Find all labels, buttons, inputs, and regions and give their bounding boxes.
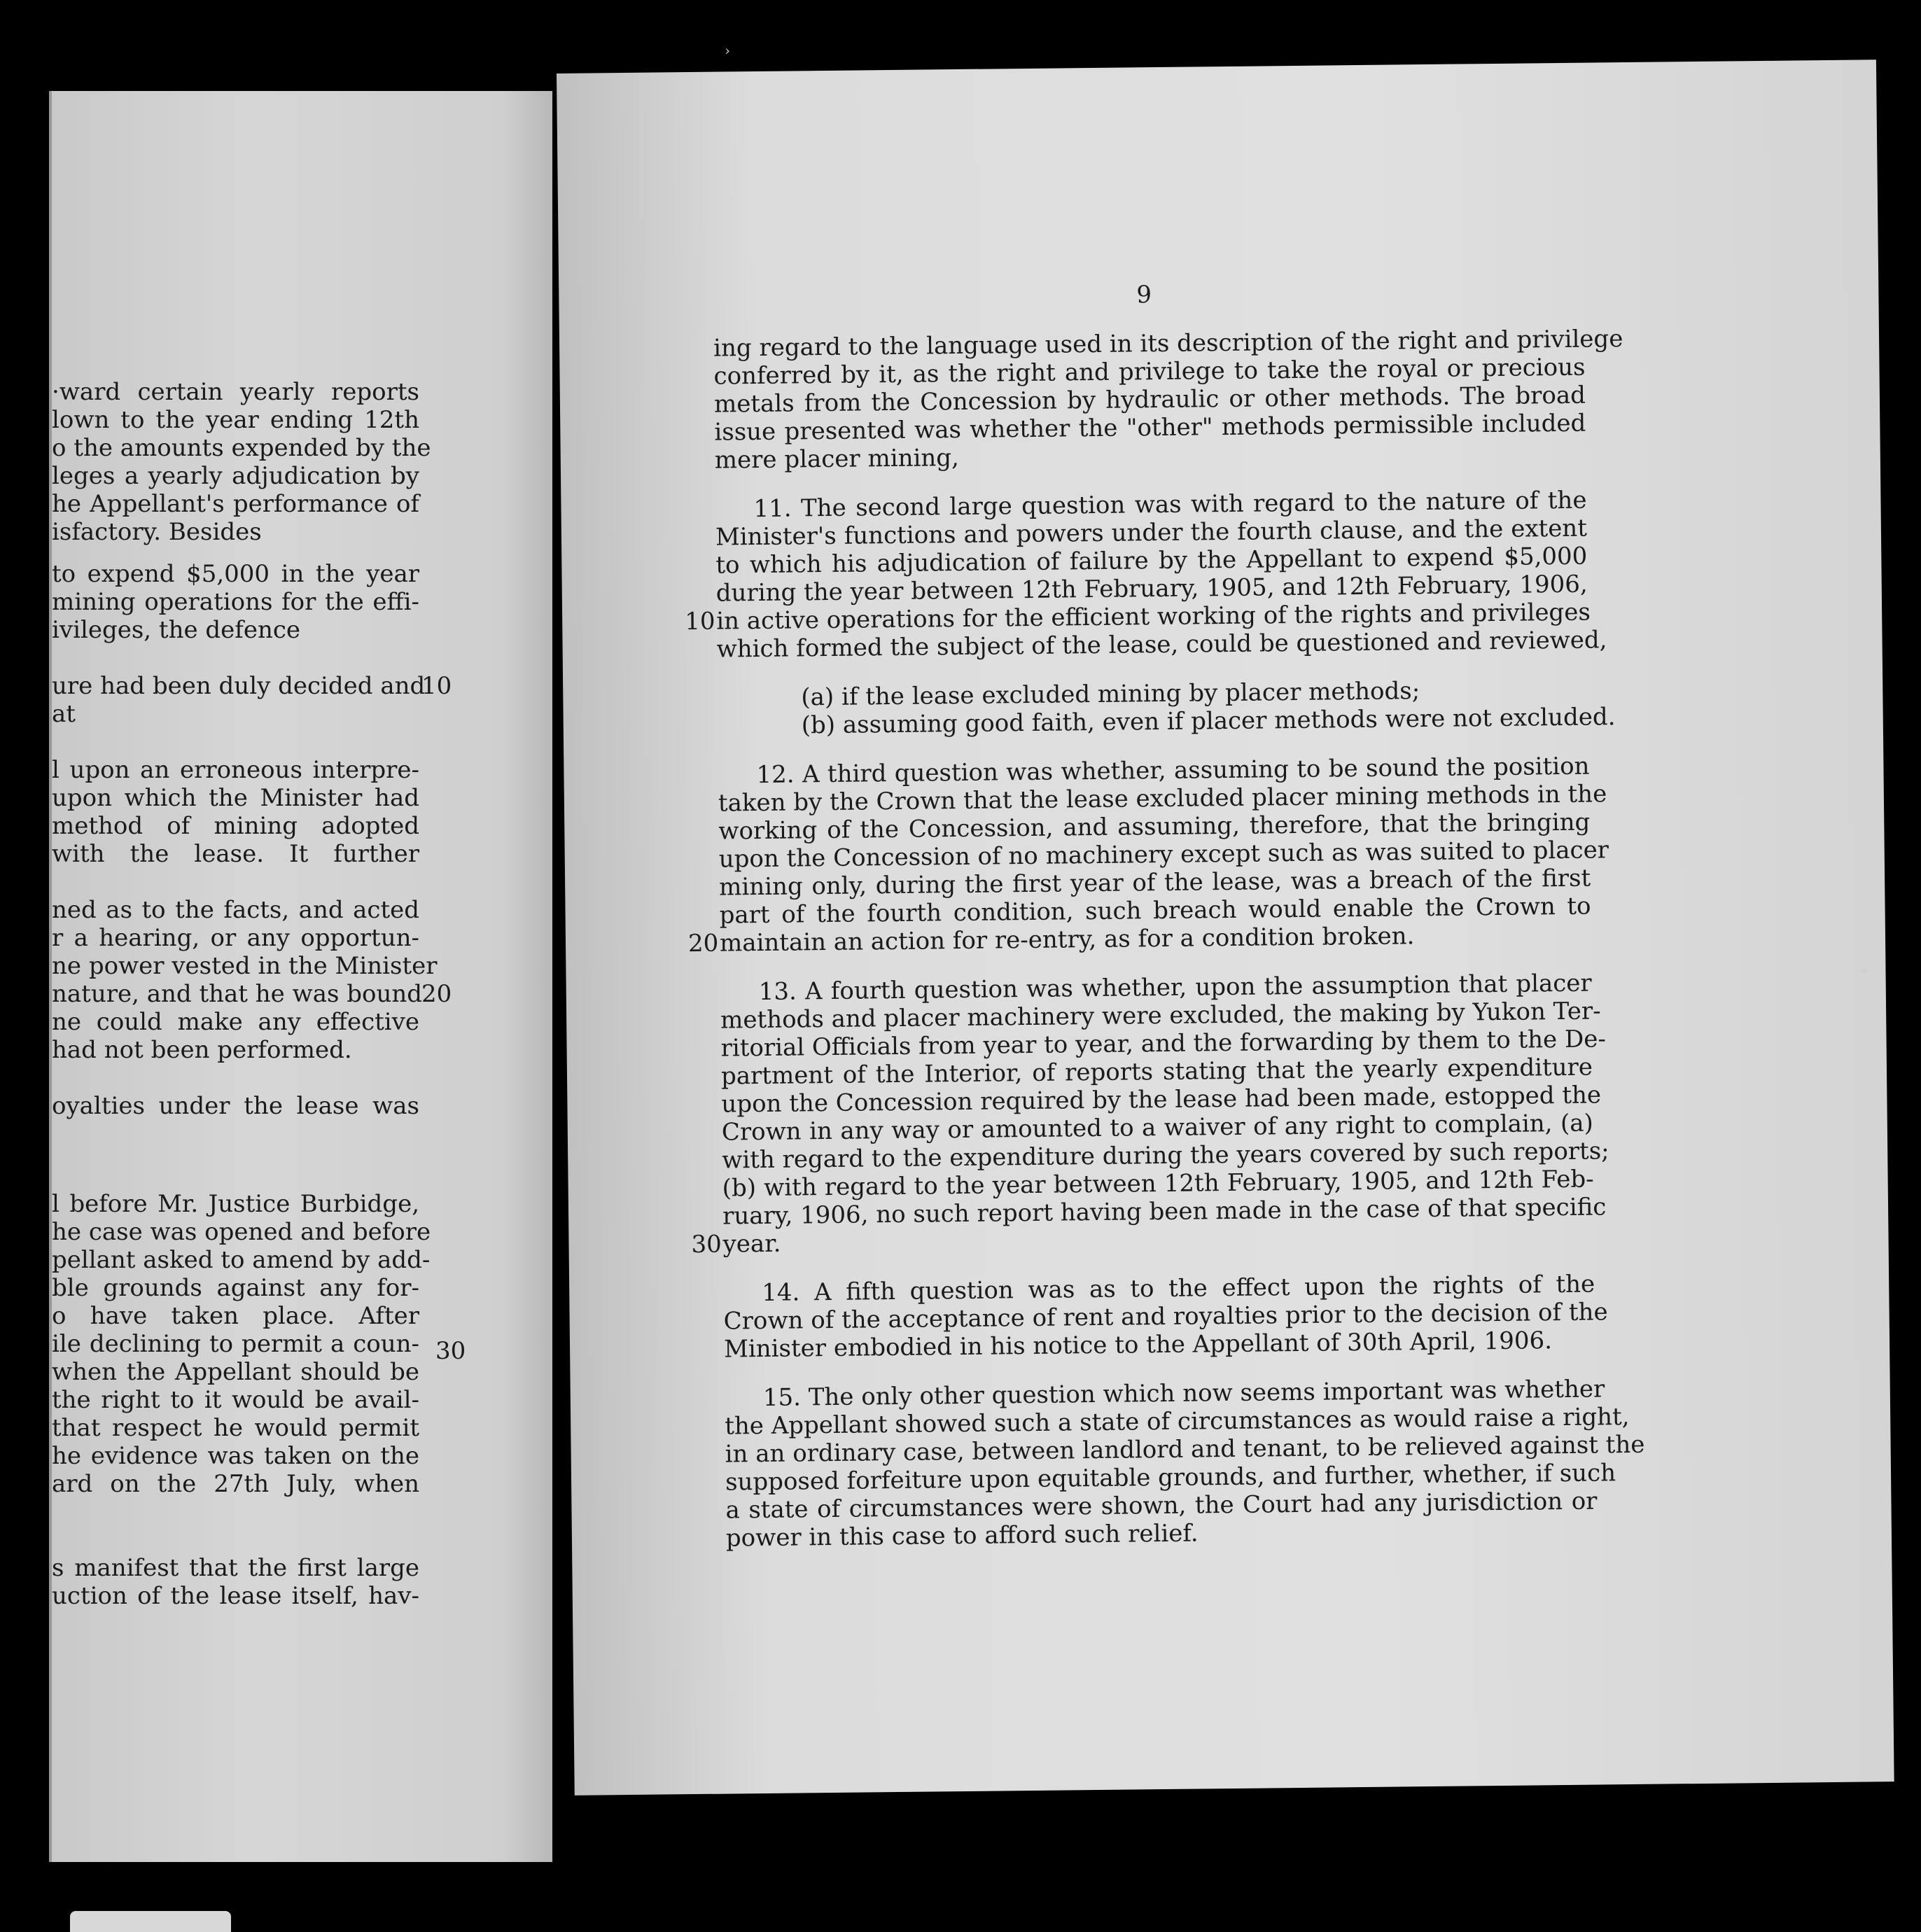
right-line: (b) with regard to the year between 12th February, 1905, and 12th Feb- (722, 1165, 1594, 1203)
left-line: uction of the lease itself, hav- (52, 1582, 419, 1610)
right-line: conferred by it, as the right and privilege to take the royal or precious (713, 353, 1586, 391)
right-line-number: 10 (685, 607, 715, 636)
left-line: ard on the 27th July, when (52, 1470, 419, 1498)
left-page (49, 91, 552, 1862)
right-page (557, 59, 1894, 1795)
right-line: to which his adjudication of failure by the Appellant to expend $5,000 (715, 542, 1588, 580)
right-line: with regard to the expenditure during the years covered by such reports; (722, 1137, 1609, 1175)
right-line: 12. A third question was whether, assuming to be sound the position (756, 752, 1590, 790)
left-line: ile declining to permit a coun- (52, 1330, 419, 1358)
left-line: ure had been duly decided and (52, 672, 426, 700)
left-line: had not been performed. (52, 1036, 352, 1064)
right-line-number: 20 (687, 929, 719, 958)
left-line: he case was opened and before (52, 1218, 431, 1246)
left-line: l upon an erroneous interpre- (52, 756, 419, 784)
right-line: Minister's functions and powers under the fourth clause, and the extent (715, 514, 1588, 552)
right-line: the Appellant showed such a state of circumstances as would raise a right, (725, 1403, 1630, 1441)
page-number: 9 (1136, 281, 1152, 309)
right-line: methods and placer machinery were excluded, the making by Yukon Ter- (720, 997, 1601, 1035)
page-edge-tab (70, 1911, 231, 1932)
right-line: maintain an action for re-entry, as for a condition broken. (719, 922, 1415, 958)
left-line: o have taken place. After (52, 1302, 419, 1330)
right-line-number: 30 (691, 1230, 722, 1259)
left-line: he Appellant's performance of (52, 490, 419, 518)
right-line: Minister embodied in his notice to the Appellant of 30th April, 1906. (723, 1326, 1553, 1364)
right-line: 11. The second large question was with regard to the nature of the (753, 486, 1587, 524)
right-line: 15. The only other question which now seems important was whether (762, 1375, 1605, 1413)
right-line: ritorial Officials from year to year, and the forwarding by them to the De- (720, 1025, 1607, 1063)
left-line: mining operations for the effi- (52, 588, 419, 616)
right-line: ing regard to the language used in its description of the right and privilege (713, 325, 1623, 363)
right-line: Crown of the acceptance of rent and royalties prior to the decision of the (723, 1298, 1608, 1336)
right-line: upon the Concession required by the lease had been made, estopped the (721, 1081, 1602, 1119)
left-line: ne could make any effective (52, 1008, 419, 1036)
left-line: ·ward certain yearly reports (52, 378, 419, 406)
left-line: lown to the year ending 12th (52, 406, 419, 434)
left-line: upon which the Minister had (52, 784, 419, 812)
left-line: l before Mr. Justice Burbidge, (52, 1190, 419, 1218)
dust-mark: ✦ (1859, 962, 1871, 979)
right-line: supposed forfeiture upon equitable grounds, and further, whether, if such (725, 1459, 1616, 1497)
left-line: that respect he would permit (52, 1414, 419, 1442)
left-line: ivileges, the defence (52, 616, 301, 644)
right-line: working of the Concession, and assuming, therefore, that the bringing (718, 808, 1591, 846)
left-line-number: 30 (435, 1337, 466, 1365)
left-line: oyalties under the lease was (52, 1092, 419, 1120)
left-line: ne power vested in the Minister (52, 952, 438, 980)
left-line: isfactory. Besides (52, 518, 262, 546)
left-line: he evidence was taken on the (52, 1442, 419, 1470)
right-line: (a) if the lease excluded mining by placer methods; (801, 677, 1420, 712)
right-line: metals from the Concession by hydraulic or other methods. The broad (713, 381, 1586, 419)
right-line: issue presented was whether the "other" methods permissible included (714, 409, 1586, 447)
dust-mark: › (725, 42, 730, 59)
right-line: mining only, during the first year of the lease, was a breach of the first (718, 864, 1591, 902)
right-line: during the year between 12th February, 1905, and 12th February, 1906, (715, 570, 1588, 608)
right-line: (b) assuming good faith, even if placer methods were not excluded. (801, 703, 1616, 740)
right-line: in an ordinary case, between landlord and tenant, to be relieved against the (725, 1430, 1645, 1469)
right-line: 14. A fifth question was as to the effect upon the rights of the (762, 1270, 1595, 1308)
left-line: ned as to the facts, and acted (52, 896, 419, 924)
left-line: with the lease. It further (52, 840, 419, 868)
right-line: a state of circumstances were shown, the Court had any jurisdiction or (725, 1487, 1598, 1525)
right-line: Crown in any way or amounted to a waiver of any right to complain, (a) (721, 1109, 1593, 1147)
right-line: partment of the Interior, of reports stating that the yearly expenditure (720, 1053, 1593, 1091)
left-line: r a hearing, or any opportun- (52, 924, 419, 952)
right-line: in active operations for the efficient working of the rights and privileges (715, 598, 1591, 636)
right-line: which formed the subject of the lease, could be questioned and reviewed, (716, 626, 1607, 664)
left-line: ble grounds against any for- (52, 1274, 419, 1302)
right-line: mere placer mining, (714, 444, 960, 475)
right-line: part of the fourth condition, such breach would enable the Crown to (719, 892, 1591, 930)
left-line-number: 20 (421, 980, 452, 1008)
right-line: ruary, 1906, no such report having been made in the case of that specific (722, 1193, 1607, 1231)
left-line: pellant asked to amend by add- (52, 1246, 431, 1274)
left-line: nature, and that he was bound (52, 980, 423, 1008)
right-line: year. (722, 1229, 781, 1259)
left-line: method of mining adopted (52, 812, 419, 840)
left-line: at (52, 700, 76, 728)
right-line: upon the Concession of no machinery except such as was suited to placer (718, 836, 1609, 874)
left-line: when the Appellant should be (52, 1358, 419, 1386)
left-line: s manifest that the first large (52, 1554, 419, 1582)
left-line: to expend $5,000 in the year (52, 560, 419, 588)
right-line: 13. A fourth question was whether, upon the assumption that placer (758, 969, 1592, 1007)
left-line: leges a yearly adjudication by (52, 462, 419, 490)
left-line: the right to it would be avail- (52, 1386, 419, 1414)
left-line-number: 10 (421, 672, 452, 700)
left-line: o the amounts expended by the (52, 434, 431, 462)
right-line: power in this case to afford such relief. (725, 1519, 1199, 1553)
right-line: taken by the Crown that the lease excluded placer mining methods in the (718, 780, 1607, 818)
